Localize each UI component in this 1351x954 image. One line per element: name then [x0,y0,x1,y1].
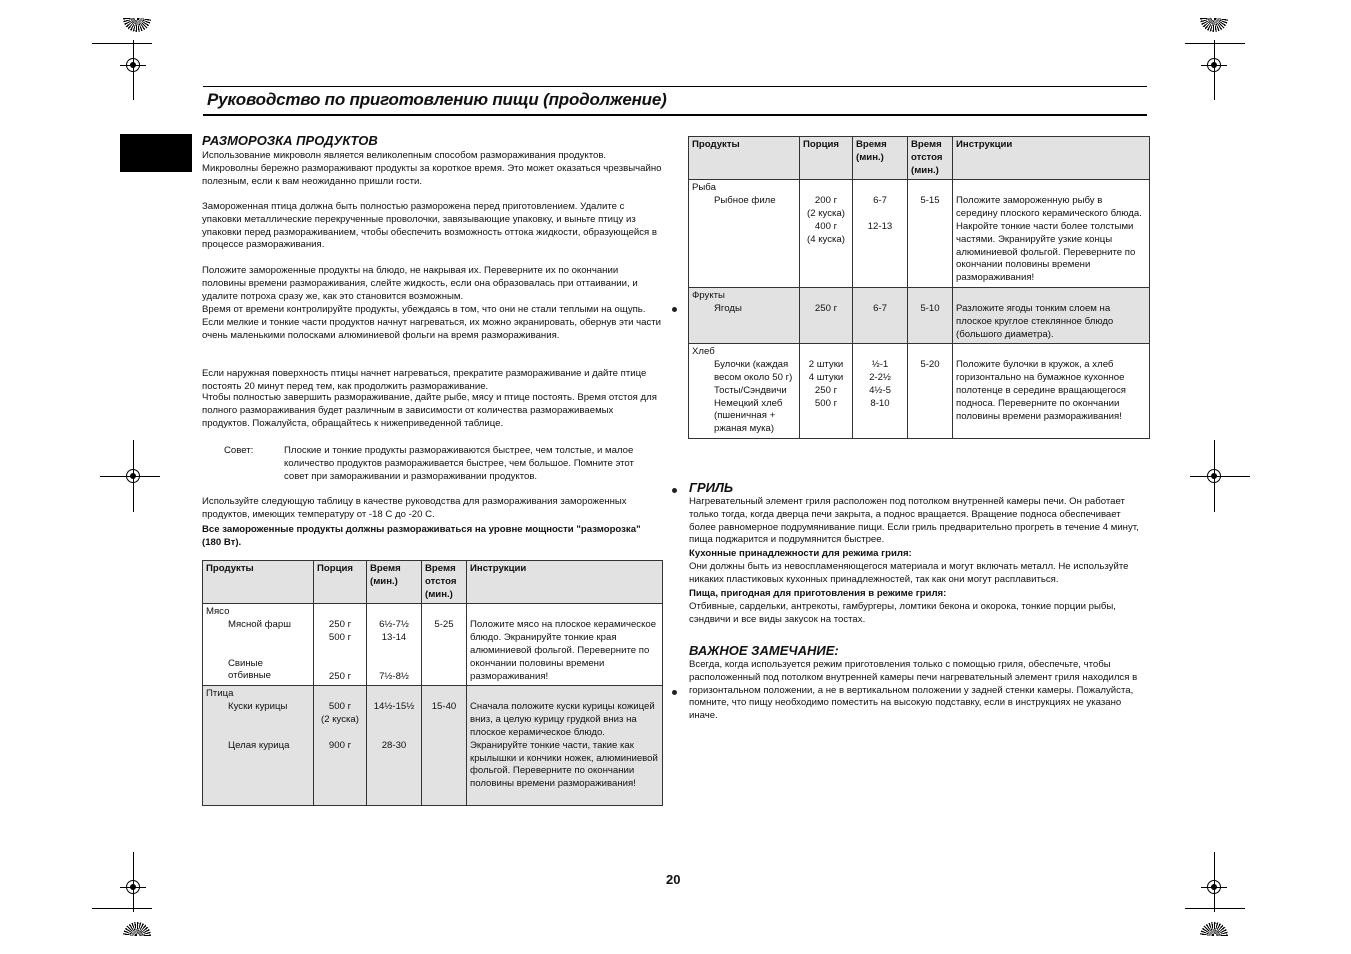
col-header-product: Продукты [203,561,314,604]
table-cell-portion: 500 г (2 куска) 900 г [314,686,367,806]
table-cell-product [689,287,800,343]
tip-text: Плоские и тонкие продукты размораживаются быстрее, чем толстые, и малое количество продуктов размораживается быстрее, чем большое. Помните этот совет при замораживании и размораживании продуктов. [284,445,634,482]
color-fan-icon [1200,18,1228,32]
table-cell-instructions: Разложите ягоды тонким слоем на плоское круглое стеклянное блюдо (большого диаметра). [953,287,1150,343]
table-cell-time: 6½-7½ 13-14 7½-8½ [367,604,422,686]
note-heading: ВАЖНОЕ ЗАМЕЧАНИЕ: [689,643,839,658]
table-cell-instructions: Сначала положите куски курицы кожицей вниз, а целую курицу грудкой вниз на плоское керамическое блюдо. Экранируйте тонкие части, такие как крылышки и кончики ножек, алюминиевой фольгой. Переверните по окончании половины времени размораживания! [467,686,663,806]
defrost-paragraph: Чтобы полностью завершить размораживание, дайте рыбе, мясу и птице постоять. Время отстоя для полного размораживания будет различным в зависимости от количества размораживаемых продуктов. Пожалуйста, обращайтесь к нижеприведенной таблице. [202,392,657,429]
table-cell-time: ½-1 2-2½ 4½-5 8-10 [853,344,908,439]
grill-food-text: Отбивные, сардельки, антрекоты, гамбургеры, ломтики бекона и окорока, тонкие порции рыбы, сэндвичи и все виды закусок на тостах. [689,601,1116,625]
table-cell-stand: 5-25 [422,604,467,686]
defrost-paragraph: Замороженная птица должна быть полностью разморожена перед приготовлением. Удалите с упаковки металлические перекрученные проволочки, завязывающие упаковку, и выньте птицу из упаковки перед размораживанием, чтобы обеспечить возможность оттока жидкости, образующейся в процессе размораживания. [202,201,657,251]
col-header-time: Время (мин.) [853,137,908,180]
section-tab [120,134,192,172]
col-header-time: Время (мин.) [367,561,422,604]
table-cell-stand: 5-10 [908,287,953,343]
defrost-paragraph: Если наружная поверхность птицы начнет нагреваться, прекратите размораживание и дайте птице постоять 20 минут перед тем, как продолжить размораживание. [202,368,647,392]
crop-line [1185,43,1245,44]
page-title: Руководство по приготовлению пищи (продолжение) [207,90,667,109]
col-header-portion: Порция [314,561,367,604]
table-cell-portion: 250 г 500 г 250 г [314,604,367,686]
table-cell-portion: 2 штуки 4 штуки 250 г 500 г [800,344,853,439]
title-rule [203,114,1147,116]
crop-line [92,43,152,44]
top-rule [203,86,1147,87]
table-cell-instructions: Положите булочки в кружок, а хлеб горизонтально на бумажное кухонное полотенце в середине вращающегося подноса. Переверните по окончании половины времени размораживания! [953,344,1150,439]
bullet-dot [672,690,677,695]
group-label: Хлеб [692,346,715,358]
table-cell-time: 14½-15½ 28-30 [367,686,422,806]
defrost-paragraph: Время от времени контролируйте продукты, убеждаясь в том, что они не стали теплыми на ощупь. Если мелкие и тонкие части продуктов начнут нагреваться, их можно экранировать, обернув эти части очень маленькими полосками алюминиевой фольги на время размораживания. [202,304,662,341]
registration-mark-icon [120,874,146,900]
col-header-product: Продукты [689,137,800,180]
table-cell-stand: 5-15 [908,180,953,288]
color-fan-icon [1200,922,1228,936]
group-label: Рыба [692,182,716,194]
grill-accessories-heading: Кухонные принадлежности для режима гриля: [689,548,912,559]
color-fan-icon [123,922,151,936]
table-cell-stand: 5-20 [908,344,953,439]
table-cell-portion: 250 г [800,287,853,343]
registration-mark-icon [1201,52,1227,78]
table-cell-product [203,604,314,686]
table-cell-product [203,686,314,806]
table-cell-time: 6-7 12-13 [853,180,908,288]
table-cell-portion: 200 г (2 куска) 400 г (4 куска) [800,180,853,288]
product-items: Рыбное филе [714,195,776,207]
bullet-dot [672,488,677,493]
col-header-stand: Время отстоя (мин.) [422,561,467,604]
defrost-table-fish [688,136,1150,439]
registration-mark-icon [1201,463,1227,489]
note-text: Всегда, когда используется режим приготовления только с помощью гриля, обеспечьте, чтобы расположенный под потолком внутренней камеры печи нагревательный элемент гриля находился в горизонтальном положении, а не в вертикальном положении у задней стенки камеры. Пожалуйста, помните, что пищу необходимо поместить на высокую подставку, если в инструкциях не указано иначе. [689,659,1138,722]
defrost-paragraph: Использование микроволн является великолепным способом размораживания продуктов. Микроволны бережно размораживают продукты за короткое время. Это может оказаться чрезвычайно полезным, если к вам неожиданно пришли гости. [202,150,662,187]
registration-mark-icon [1201,874,1227,900]
defrost-paragraph: Положите замороженные продукты на блюдо, не накрывая их. Переверните их по окончании половины времени размораживания, слейте жидкость, если она образовалась при оттаивании, и удалите потроха сразу же, как это становится возможным. [202,265,638,302]
product-items: Куски курицы Целая курица [228,701,290,751]
table-cell-product [689,180,800,288]
crop-line [1185,908,1245,909]
registration-mark-icon [120,463,146,489]
table-cell-instructions: Положите мясо на плоское керамическое блюдо. Экранируйте тонкие края алюминиевой фольгой. Переверните по окончании половины времени размораживания! [467,604,663,686]
grill-heading: ГРИЛЬ [689,480,734,495]
table-cell-time: 6-7 [853,287,908,343]
group-label: Фрукты [692,289,725,301]
defrost-table-meat [202,560,663,806]
product-items: Булочки (каждая весом около 50 г) Тосты/Сэндвичи Немецкий хлеб (пшеничная + ржаная мука) [714,359,793,435]
grill-accessories-text: Они должны быть из невоспламеняющегося материала и могут включать металл. Не используйте никаких пластиковых кухонных принадлежностей, так как они могут расплавиться. [689,561,1129,585]
grill-paragraph: Нагревательный элемент гриля расположен под потолком внутренней камеры печи. Он работает только тогда, когда дверца печи закрыта, а поднос вращается. Вращение подноса обеспечивает более равномерное подрумянивание пищи. Если гриль предварительно прогреть в течение 4 минут, пища поджарится и подрумянится быстрее. [689,496,1139,546]
product-items: Мясной фарш Свиные отбивные [228,619,291,682]
bullet-dot [672,307,677,312]
defrost-paragraph: Используйте следующую таблицу в качестве руководства для размораживания замороженных продуктов, имеющих температуру от -18 С до -20 С. [202,496,627,520]
color-fan-icon [123,18,151,32]
col-header-instructions: Инструкции [467,561,663,604]
defrost-heading: РАЗМОРОЗКА ПРОДУКТОВ [202,133,378,148]
col-header-stand: Время отстоя (мин.) [908,137,953,180]
product-items: Ягоды [714,302,742,314]
tip-label: Совет: [224,445,254,456]
table-cell-product [689,344,800,439]
crop-line [92,908,152,909]
registration-mark-icon [120,52,146,78]
table-cell-stand: 15-40 [422,686,467,806]
col-header-instructions: Инструкции [953,137,1150,180]
group-label: Мясо [206,606,230,618]
grill-food-heading: Пища, пригодная для приготовления в режиме гриля: [689,588,947,599]
defrost-power-note: Все замороженные продукты должны размораживаться на уровне мощности "разморозка" (180 Вт). [202,524,641,548]
page-number: 20 [666,872,681,887]
group-label: Птица [206,688,234,700]
col-header-portion: Порция [800,137,853,180]
table-cell-instructions: Положите замороженную рыбу в середину плоского керамического блюда. Накройте тонкие части более толстыми частями. Экранируйте узкие концы алюминиевой фольгой. Переверните по окончании половины времени размораживания! [953,180,1150,288]
